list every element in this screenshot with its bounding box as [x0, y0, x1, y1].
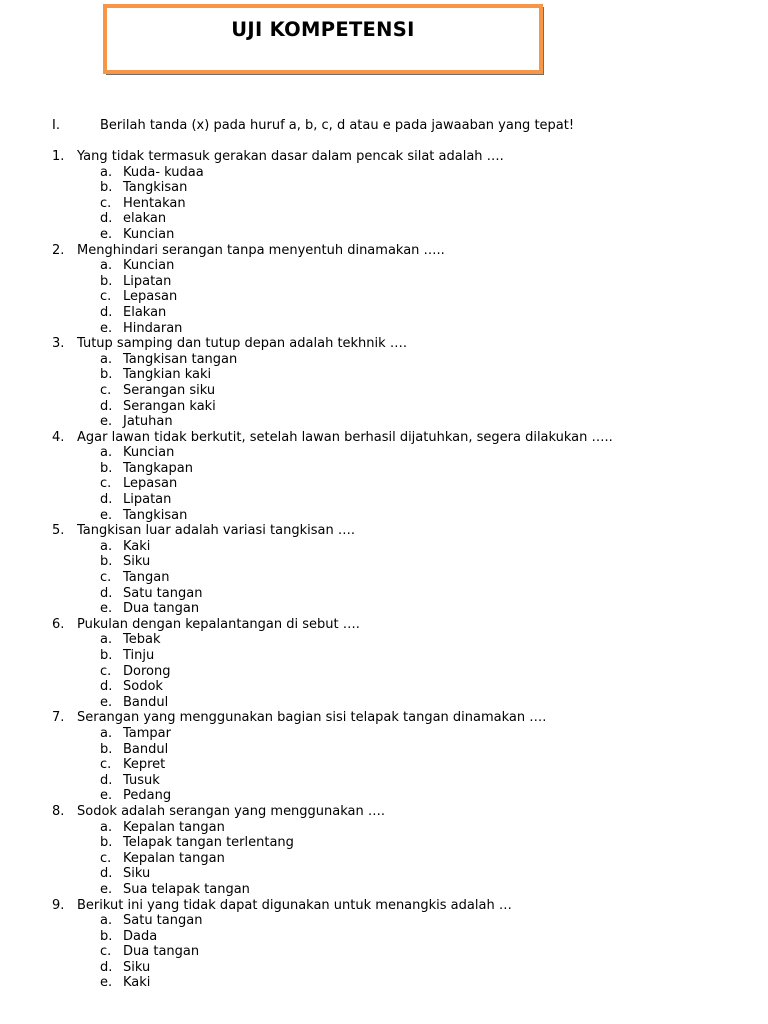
question-number: 6. — [52, 616, 65, 632]
option-letter: d. — [100, 959, 113, 975]
option-text: Kuncian — [123, 445, 175, 461]
option-item — [52, 476, 748, 492]
option-list — [52, 352, 748, 430]
question-text: Serangan yang menggunakan bagian sisi telapak tangan dinamakan …. — [77, 710, 547, 726]
option-item — [52, 586, 748, 602]
question-text: Menghindari serangan tanpa menyentuh dinamakan ….. — [77, 242, 445, 258]
option-item — [52, 773, 748, 789]
option-text: Serangan kaki — [123, 398, 216, 414]
option-text: Lipatan — [123, 273, 172, 289]
option-text: Bandul — [123, 741, 169, 757]
option-item — [52, 289, 748, 305]
option-letter: e. — [100, 507, 113, 523]
option-item — [52, 399, 748, 415]
option-letter: c. — [100, 757, 112, 773]
question-line — [52, 243, 748, 259]
question-text: Tangkisan luar adalah variasi tangkisan …. — [77, 523, 355, 539]
option-letter: d. — [100, 398, 113, 414]
option-item — [52, 321, 748, 337]
question-item — [52, 804, 748, 898]
option-text: Telapak tangan terlentang — [123, 835, 294, 851]
option-item — [52, 757, 748, 773]
option-letter: d. — [100, 772, 113, 788]
question-text: Tutup samping dan tutup depan adalah tekhnik …. — [77, 336, 407, 352]
option-item — [52, 679, 748, 695]
option-letter: d. — [100, 492, 113, 508]
option-item — [52, 726, 748, 742]
option-text: Bandul — [123, 694, 169, 710]
option-item — [52, 274, 748, 290]
option-letter: d. — [100, 585, 113, 601]
option-item — [52, 944, 748, 960]
question-text: Pukulan dengan kepalantangan di sebut …. — [77, 616, 360, 632]
option-letter: b. — [100, 273, 113, 289]
option-letter: d. — [100, 211, 113, 227]
option-item — [52, 929, 748, 945]
option-text: Tusuk — [123, 772, 160, 788]
option-item — [52, 866, 748, 882]
option-item — [52, 258, 748, 274]
question-line — [52, 804, 748, 820]
option-item — [52, 196, 748, 212]
option-text: Kepalan tangan — [123, 819, 225, 835]
option-item — [52, 445, 748, 461]
question-line — [52, 149, 748, 165]
question-list — [52, 149, 748, 991]
option-letter: e. — [100, 414, 113, 430]
question-line — [52, 617, 748, 633]
question-number: 4. — [52, 429, 65, 445]
option-text: Sua telapak tangan — [123, 881, 250, 897]
option-letter: b. — [100, 554, 113, 570]
option-text: Tangkian kaki — [123, 367, 212, 383]
option-letter: d. — [100, 866, 113, 882]
option-text: Satu tangan — [123, 913, 203, 929]
option-item — [52, 570, 748, 586]
title-box — [103, 4, 543, 74]
option-text: Tangkisan — [123, 180, 188, 196]
option-item — [52, 508, 748, 524]
option-text: Kuncian — [123, 226, 175, 242]
option-item — [52, 461, 748, 477]
instruction-text: Berilah tanda (x) pada huruf a, b, c, d atau e pada jawaaban yang tepat! — [100, 118, 575, 133]
question-item — [52, 898, 748, 992]
option-text: Tampar — [123, 725, 171, 741]
option-letter: a. — [100, 632, 113, 648]
option-text: Siku — [123, 866, 151, 882]
option-text: Tangan — [123, 570, 170, 586]
option-list — [52, 820, 748, 898]
option-list — [52, 632, 748, 710]
option-list — [52, 913, 748, 991]
option-text: Hentakan — [123, 195, 186, 211]
option-item — [52, 742, 748, 758]
option-list — [52, 258, 748, 336]
instruction — [52, 117, 574, 135]
question-number: 7. — [52, 710, 65, 726]
option-text: Dua tangan — [123, 944, 200, 960]
option-list — [52, 726, 748, 804]
option-letter: e. — [100, 226, 113, 242]
option-item — [52, 788, 748, 804]
option-text: Satu tangan — [123, 585, 203, 601]
option-letter: a. — [100, 164, 113, 180]
option-text: Siku — [123, 959, 151, 975]
option-list — [52, 539, 748, 617]
question-text: Agar lawan tidak berkutit, setelah lawan berhasil dijatuhkan, segera dilakukan ….. — [77, 429, 613, 445]
option-text: Tangkisan tangan — [123, 351, 238, 367]
instruction-number: I. — [52, 118, 60, 133]
question-item — [52, 523, 748, 617]
option-text: Dua tangan — [123, 601, 200, 617]
question-line — [52, 336, 748, 352]
question-number: 2. — [52, 242, 65, 258]
option-letter: c. — [100, 663, 112, 679]
option-letter: c. — [100, 382, 112, 398]
question-item — [52, 710, 748, 804]
option-letter: e. — [100, 788, 113, 804]
option-text: Kepalan tangan — [123, 850, 225, 866]
option-text: Kuncian — [123, 258, 175, 274]
option-text: Tangkapan — [123, 460, 193, 476]
option-letter: c. — [100, 850, 112, 866]
option-text: Dorong — [123, 663, 171, 679]
option-item — [52, 414, 748, 430]
option-letter: b. — [100, 835, 113, 851]
question-item — [52, 243, 748, 337]
option-list — [52, 445, 748, 523]
option-text: Kepret — [123, 757, 166, 773]
option-letter: c. — [100, 289, 112, 305]
option-letter: e. — [100, 881, 113, 897]
option-item — [52, 554, 748, 570]
option-text: Elakan — [123, 304, 167, 320]
option-letter: b. — [100, 367, 113, 383]
option-letter: a. — [100, 258, 113, 274]
question-number: 5. — [52, 523, 65, 539]
option-text: Lipatan — [123, 492, 172, 508]
option-text: Serangan siku — [123, 382, 216, 398]
option-item — [52, 227, 748, 243]
option-item — [52, 305, 748, 321]
question-text: Yang tidak termasuk gerakan dasar dalam pencak silat adalah …. — [77, 149, 504, 164]
option-item — [52, 539, 748, 555]
option-text: Kaki — [123, 538, 151, 554]
option-text: Kaki — [123, 975, 151, 991]
option-item — [52, 165, 748, 181]
option-item — [52, 851, 748, 867]
option-item — [52, 352, 748, 368]
option-letter: c. — [100, 944, 112, 960]
question-line — [52, 710, 748, 726]
option-item — [52, 211, 748, 227]
option-letter: e. — [100, 320, 113, 336]
option-text: Pedang — [123, 788, 172, 804]
question-number: 3. — [52, 336, 65, 352]
option-item — [52, 820, 748, 836]
question-number: 1. — [52, 149, 65, 164]
question-text: Sodok adalah serangan yang menggunakan …. — [77, 803, 386, 819]
option-letter: b. — [100, 648, 113, 663]
option-letter: c. — [100, 570, 112, 586]
question-line — [52, 898, 748, 914]
question-number: 8. — [52, 803, 65, 819]
question-line — [52, 430, 748, 446]
option-list — [52, 165, 748, 243]
question-item — [52, 336, 748, 430]
option-text: Dada — [123, 928, 158, 944]
option-item — [52, 882, 748, 898]
option-letter: e. — [100, 694, 113, 710]
option-text: Kuda- kudaa — [123, 164, 204, 180]
option-item — [52, 383, 748, 399]
option-text: Tangkisan — [123, 507, 188, 523]
option-letter: b. — [100, 928, 113, 944]
option-letter: b. — [100, 741, 113, 757]
question-item — [52, 617, 748, 711]
option-letter: c. — [100, 476, 112, 492]
option-letter: e. — [100, 601, 113, 617]
option-item — [52, 975, 748, 991]
option-text: Tinju — [123, 648, 155, 663]
option-item — [52, 492, 748, 508]
option-letter: d. — [100, 304, 113, 320]
option-text: Hindaran — [123, 320, 183, 336]
option-item — [52, 835, 748, 851]
option-letter: b. — [100, 460, 113, 476]
page-title: UJI KOMPETENSI — [231, 18, 415, 41]
option-text: Sodok — [123, 679, 163, 695]
option-item — [52, 632, 748, 648]
option-letter: a. — [100, 351, 113, 367]
option-letter: c. — [100, 195, 112, 211]
option-letter: a. — [100, 819, 113, 835]
question-number: 9. — [52, 897, 65, 913]
option-letter: d. — [100, 679, 113, 695]
option-letter: a. — [100, 913, 113, 929]
option-text: Lepasan — [123, 476, 178, 492]
option-text: Lepasan — [123, 289, 178, 305]
option-text: Jatuhan — [123, 414, 173, 430]
option-item — [52, 695, 748, 711]
option-item — [52, 648, 748, 664]
option-item — [52, 601, 748, 617]
option-item — [52, 960, 748, 976]
option-text: Siku — [123, 554, 151, 570]
option-letter: e. — [100, 975, 113, 991]
option-letter: a. — [100, 445, 113, 461]
option-item — [52, 367, 748, 383]
option-item — [52, 664, 748, 680]
option-text: Tebak — [123, 632, 161, 648]
option-letter: a. — [100, 538, 113, 554]
option-letter: a. — [100, 725, 113, 741]
option-text: elakan — [123, 211, 167, 227]
question-line — [52, 523, 748, 539]
question-item — [52, 430, 748, 524]
option-letter: b. — [100, 180, 113, 196]
option-item — [52, 913, 748, 929]
option-item — [52, 180, 748, 196]
question-item — [52, 149, 748, 243]
question-text: Berikut ini yang tidak dapat digunakan untuk menangkis adalah … — [77, 897, 512, 913]
